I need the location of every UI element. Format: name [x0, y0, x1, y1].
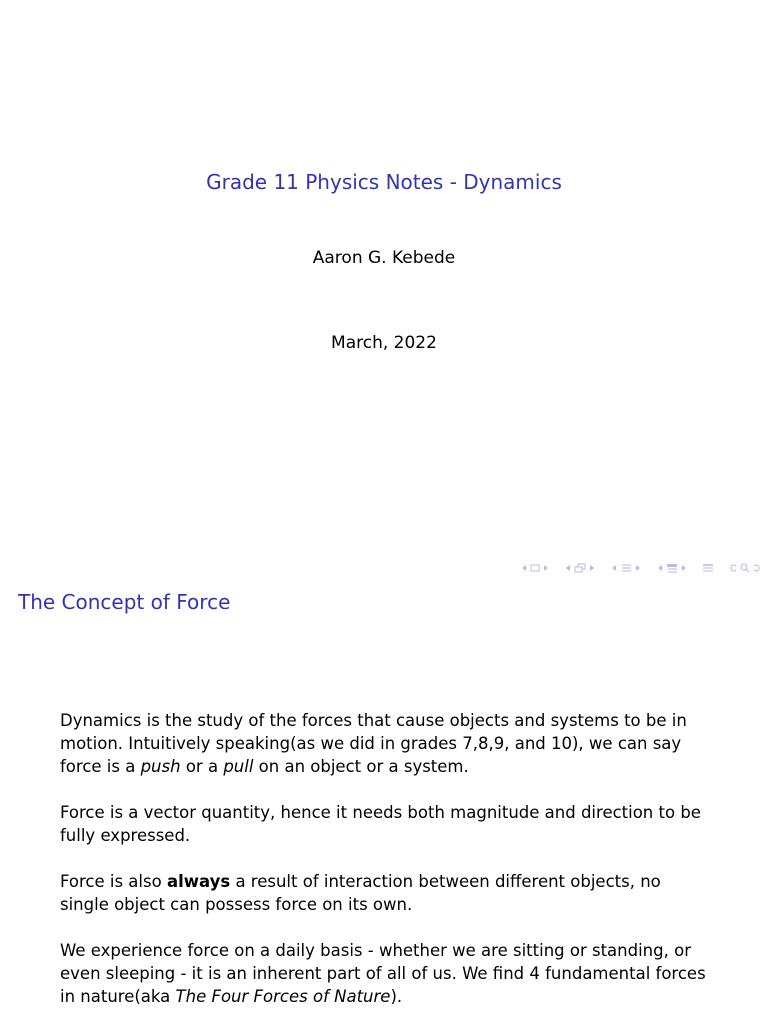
subsection-icon[interactable] [620, 563, 632, 573]
paragraph-dynamics-definition: Dynamics is the study of the forces that cause objects and systems to be in motion. Intuitively speaking(as we did in grades 7,8,9, and 10), we can say force is a push or a pull on an object or a system. [60, 711, 687, 776]
section-nav[interactable] [656, 563, 688, 573]
subsection-prev-icon[interactable] [610, 563, 618, 573]
author-name: Aaron G. Kebede [312, 248, 456, 268]
slide-icon[interactable] [530, 563, 540, 573]
section-next-icon[interactable] [680, 563, 688, 573]
beamer-navigation-bar [510, 561, 762, 575]
paragraph-daily-force: We experience force on a daily basis - whether we are sitting or standing, or even sleeping - it is an inherent part of all of us. We find 4 fundamental forces in nature(aka The Four Forces of Nature). [60, 941, 706, 1006]
presentation-date: March, 2022 [331, 333, 437, 353]
section-icon[interactable] [666, 563, 678, 573]
document-icon[interactable] [702, 563, 714, 573]
subsection-next-icon[interactable] [634, 563, 642, 573]
frame-prev-icon[interactable] [564, 563, 572, 573]
search-icon[interactable] [740, 563, 750, 573]
slide-next-icon[interactable] [542, 563, 550, 573]
paragraph-interaction: Force is also always a result of interaction between different objects, no single object can possess force on its own. [60, 872, 661, 914]
paragraph-vector-quantity: Force is a vector quantity, hence it needs both magnitude and direction to be fully expressed. [60, 803, 701, 845]
forward-icon[interactable] [752, 563, 762, 573]
concept-of-force-slide [0, 576, 768, 1024]
back-icon[interactable] [728, 563, 738, 573]
frame-title: The Concept of Force [18, 590, 231, 614]
presentation-title: Grade 11 Physics Notes - Dynamics [206, 170, 562, 194]
search-nav[interactable] [728, 563, 762, 573]
frame-icon[interactable] [574, 563, 586, 573]
slide-nav[interactable] [520, 563, 550, 573]
slide-body [60, 709, 710, 1031]
frame-next-icon[interactable] [588, 563, 596, 573]
slide-prev-icon[interactable] [520, 563, 528, 573]
frame-nav[interactable] [564, 563, 596, 573]
section-prev-icon[interactable] [656, 563, 664, 573]
document-nav[interactable] [702, 563, 714, 573]
subsection-nav[interactable] [610, 563, 642, 573]
